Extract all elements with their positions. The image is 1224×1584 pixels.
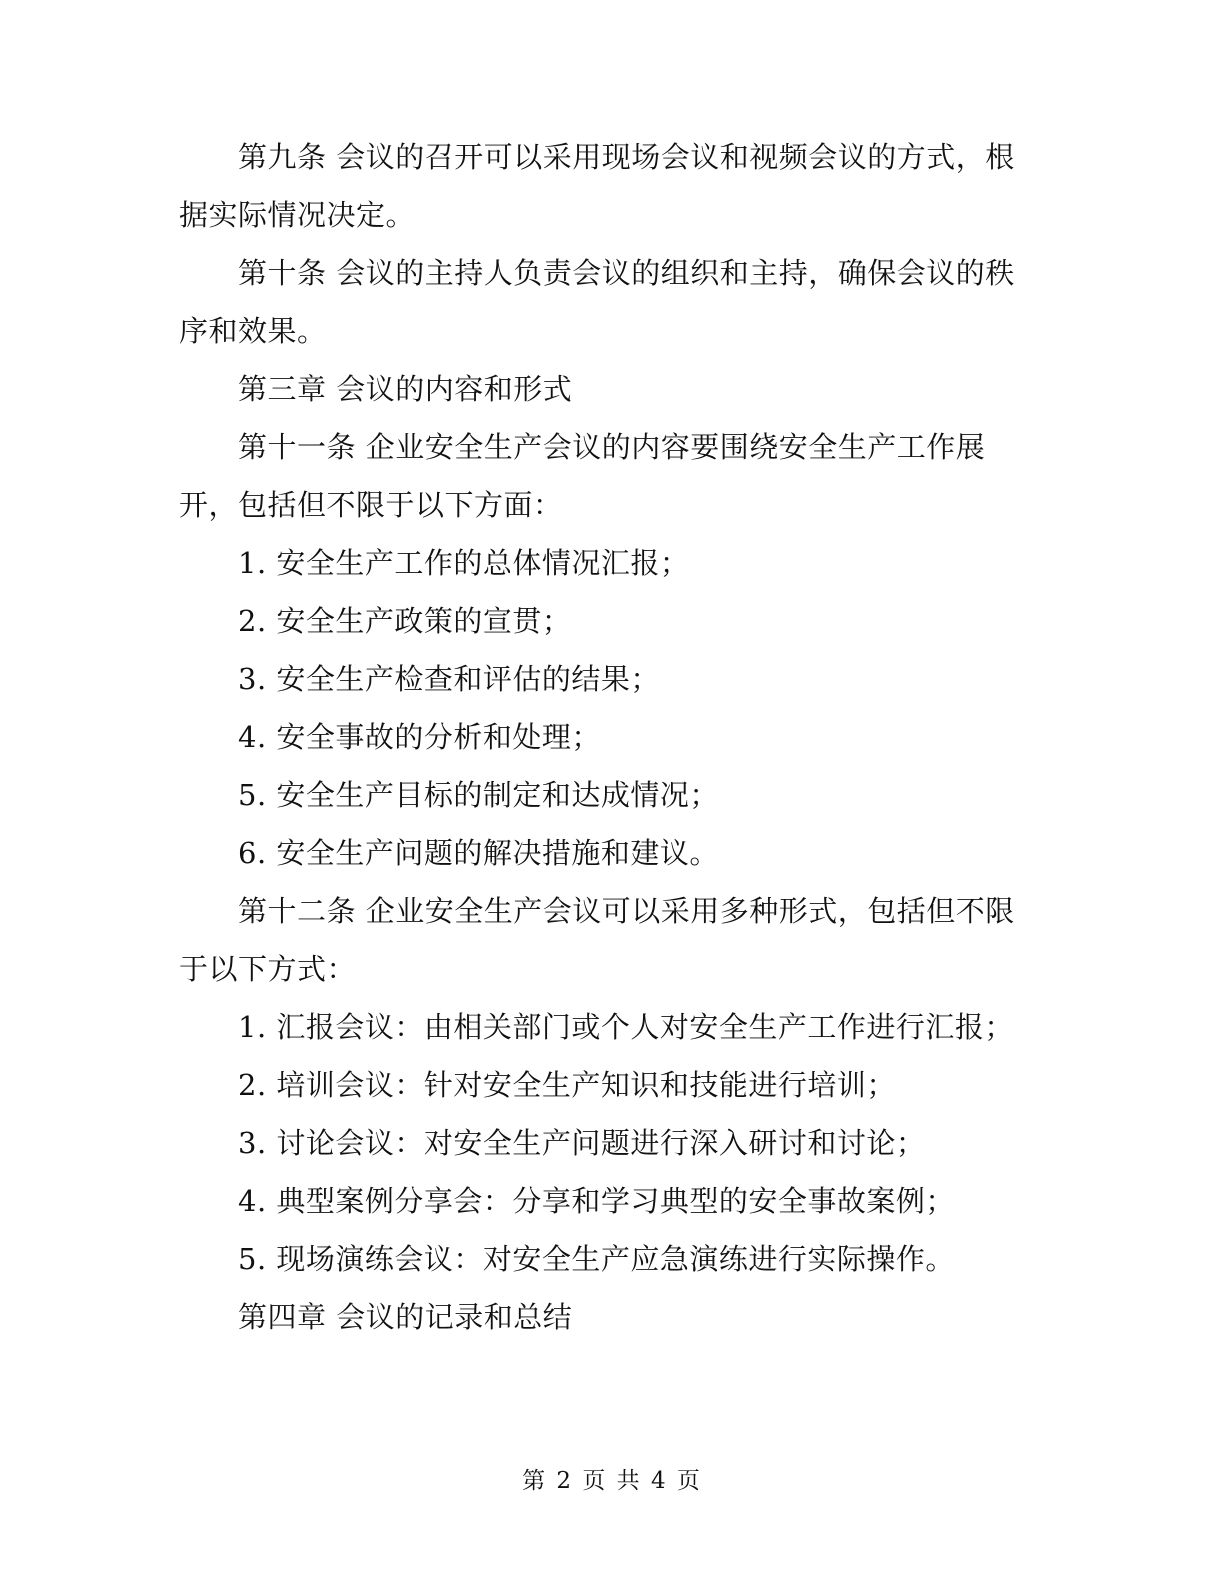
list-item: 5. 现场演练会议：对安全生产应急演练进行实际操作。 bbox=[238, 1242, 955, 1276]
list-item: 5. 安全生产目标的制定和达成情况； bbox=[238, 778, 719, 812]
list-item: 3. 安全生产检查和评估的结果； bbox=[238, 662, 660, 696]
article-10-line-1: 第十条 会议的主持人负责会议的组织和主持，确保会议的秩 bbox=[238, 256, 1015, 290]
article-9-line-1: 第九条 会议的召开可以采用现场会议和视频会议的方式，根 bbox=[238, 140, 1015, 174]
page-footer: 第 2 页 共 4 页 bbox=[522, 1468, 702, 1494]
article-12-line-1: 第十二条 企业安全生产会议可以采用多种形式，包括但不限 bbox=[238, 894, 1015, 928]
article-10-line-2: 序和效果。 bbox=[179, 314, 327, 348]
list-item: 4. 安全事故的分析和处理； bbox=[238, 720, 601, 754]
list-item: 1. 安全生产工作的总体情况汇报； bbox=[238, 546, 690, 580]
chapter-4-heading: 第四章 会议的记录和总结 bbox=[238, 1300, 573, 1334]
article-11-line-2: 开，包括但不限于以下方面： bbox=[179, 488, 563, 522]
list-item: 3. 讨论会议：对安全生产问题进行深入研讨和讨论； bbox=[238, 1126, 926, 1160]
list-item: 2. 培训会议：针对安全生产知识和技能进行培训； bbox=[238, 1068, 896, 1102]
article-9-line-2: 据实际情况决定。 bbox=[179, 198, 416, 232]
article-12-line-2: 于以下方式： bbox=[179, 952, 357, 986]
document-body bbox=[179, 128, 1039, 1346]
list-item: 1. 汇报会议：由相关部门或个人对安全生产工作进行汇报； bbox=[238, 1010, 1014, 1044]
list-item: 2. 安全生产政策的宣贯； bbox=[238, 604, 572, 638]
list-item: 4. 典型案例分享会：分享和学习典型的安全事故案例； bbox=[238, 1184, 955, 1218]
article-11-line-1: 第十一条 企业安全生产会议的内容要围绕安全生产工作展 bbox=[238, 430, 986, 464]
chapter-3-heading: 第三章 会议的内容和形式 bbox=[238, 372, 573, 406]
list-item: 6. 安全生产问题的解决措施和建议。 bbox=[238, 836, 719, 870]
